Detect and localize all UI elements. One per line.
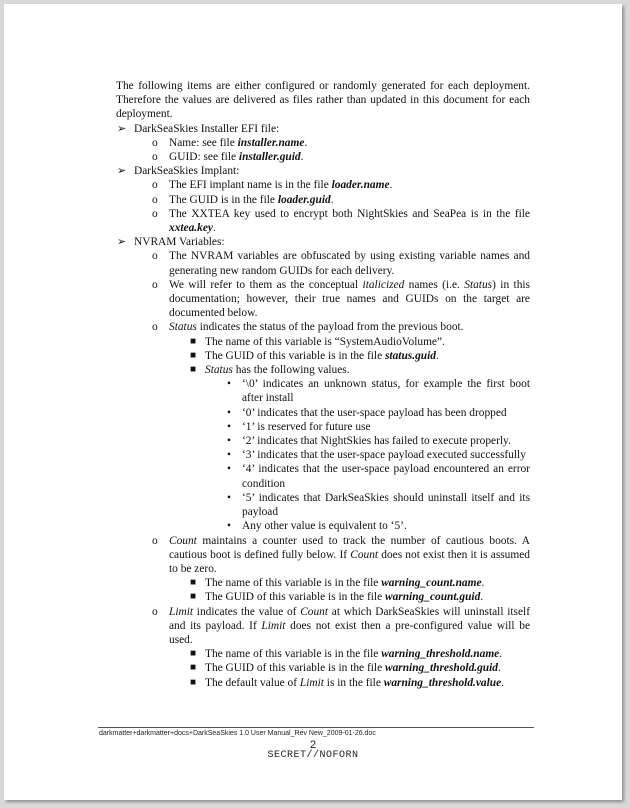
dot-bullet-icon: • [227,463,231,476]
list-item-nvram-conceptual: o We will refer to them as the conceptual italicized names (i.e. Status) in this documentation; however, their true names and GUIDs on the target are documented below. [152,278,530,320]
square-bullet-icon: ■ [190,676,197,688]
list-item-implant-guid: o The GUID is in the file loader.guid. [152,193,334,206]
dot-bullet-icon: • [227,378,231,391]
document-body [116,79,530,690]
filename: warning_count.name [381,577,482,590]
arrow-bullet-icon: ➢ [117,236,127,249]
status-value-item: • ‘4’ indicates that the user-space payload encountered an error condition [227,463,530,490]
dot-bullet-icon: • [227,491,231,504]
circle-bullet-icon: o [152,534,158,547]
circle-bullet-icon: o [152,321,158,334]
document-page [4,4,622,800]
circle-bullet-icon: o [152,151,158,164]
dot-bullet-icon: • [227,406,231,419]
square-bullet-icon: ■ [190,349,197,361]
list-item-status-guid: ■ The GUID of this variable is in the file status.guid. [190,349,439,362]
term-status: Status [169,321,197,334]
implant-heading: DarkSeaSkies Implant: [134,165,240,178]
status-values-list [224,377,530,533]
filename: loader.name [331,179,390,192]
list-item-implant-name: o The EFI implant name is in the file loader.name. [152,179,393,192]
list-item-installer-guid: o GUID: see file installer.guid. [152,151,304,164]
square-bullet-icon: ■ [190,662,197,674]
top-level-list [116,122,530,690]
term-limit: Limit [169,605,194,618]
status-value-item: • ‘1’ is reserved for future use [227,420,371,433]
footer-divider [98,727,534,728]
circle-bullet-icon: o [152,136,158,149]
dot-bullet-icon: • [227,449,231,462]
dot-bullet-icon: • [227,520,231,533]
status-value-item: • ‘5’ indicates that DarkSeaSkies should uninstall itself and its payload [227,491,530,519]
circle-bullet-icon: o [152,193,158,206]
square-bullet-icon: ■ [190,335,197,347]
circle-bullet-icon: o [152,207,158,220]
status-value-item: • ‘0’ indicates that the user-space payload has been dropped [227,406,507,419]
status-value-item: • ‘2’ indicates that NightSkies has failed to execute properly. [227,435,511,448]
square-bullet-icon: ■ [190,364,197,376]
list-item-status-values: ■ Status has the following values. • ‘\0’ indicates an unknown status, for example the first boot after install • ‘0’ indicates that the user-space payload has been dropped • ‘1’ is reserved for future use • ‘2’ indicates that NightSkies has failed to execute properly. • ‘3’ indicates that the user-space payload executed successfully • ‘4’ indicates that the user-space payload encountered an error condition • ‘5’ indicates that DarkSeaSkies should uninstall itself and its payload • Any other value is equivalent to ‘5’. [190,364,530,533]
term-count: Count [169,534,197,547]
circle-bullet-icon: o [152,605,158,618]
status-value-item: • ‘3’ indicates that the user-space payload executed successfully [227,449,526,462]
intro-paragraph: The following items are either configured or randomly generated for each deployment. Therefore the values are delivered as files rather than updated in this document for each deployment. [116,80,530,121]
circle-bullet-icon: o [152,179,158,192]
list-item-status: o Status indicates the status of the payload from the previous boot. ■ The name of this variable is “SystemAudioVolume”. ■ The GUID of this variable is in the file status.guid. ■ Status has the following values. • ‘\0’ indicates an unknown status, for example the first boot after install • ‘0’ indicates that the user-space payload has been dropped • ‘1’ is reserved for future use • ‘2’ indicates that NightSkies has failed to execute properly. • ‘3’ indicates that the user-space payload executed successfully • ‘4’ indicates that the user-space payload encountered an error condition • ‘5’ indicates that DarkSeaSkies should uninstall itself and its payload • Any other value is equivalent to ‘5’. [152,321,530,533]
square-bullet-icon: ■ [190,577,197,589]
installer-heading: DarkSeaSkies Installer EFI file: [134,122,280,135]
arrow-bullet-icon: ➢ [117,122,127,135]
page-number: 2 [309,739,317,751]
status-value-item: • ‘\0’ indicates an unknown status, for example the first boot after install [227,378,530,405]
filename: installer.name [237,136,305,149]
circle-bullet-icon: o [152,278,158,291]
filename: xxtea.key [169,222,213,235]
status-value-item: • Any other value is equivalent to ‘5’. [227,520,407,533]
filename: loader.guid [277,193,331,206]
arrow-bullet-icon: ➢ [117,165,127,178]
filename: warning_threshold.value [383,676,502,689]
dot-bullet-icon: • [227,420,231,433]
filename: installer.guid [238,151,301,164]
filename: status.guid [385,349,436,362]
list-item-implant [116,164,530,235]
classification-marking: SECRET//NOFORN [267,750,359,761]
list-item-limit-default: ■ The default value of Limit is in the file warning_threshold.value. [190,676,505,689]
square-bullet-icon: ■ [190,648,197,660]
list-item-limit-name: ■ The name of this variable is in the file warning_threshold.name. [190,648,503,661]
list-item-installer-name: o Name: see file installer.name. [152,136,308,149]
list-item-limit-guid: ■ The GUID of this variable is in the file warning_threshold.guid. [190,662,501,675]
list-item-count-guid: ■ The GUID of this variable is in the file warning_count.guid. [190,591,484,604]
list-item-installer [116,122,530,165]
list-item-nvram-obfuscation: o The NVRAM variables are obfuscated by using existing variable names and generating new random GUIDs for each delivery. [152,250,530,277]
dot-bullet-icon: • [227,435,231,448]
nvram-heading: NVRAM Variables: [134,236,225,249]
square-bullet-icon: ■ [190,591,197,603]
filename: warning_threshold.guid [385,662,498,675]
list-item-status-name: ■ The name of this variable is “SystemAudioVolume”. [190,335,445,348]
list-item-count: o Count maintains a counter used to track the number of cautious boots. A cautious boot is defined fully below. If Count does not exist then it is assumed to be zero. ■ The name of this variable is in the file warning_count.name. ■ The GUID of this variable is in the file warning_count.guid. [152,534,530,604]
footer-file-path: darkmatter+darkmatter+docs+DarkSeaSkies 1.0 User Manual_Rev New_2009-01-26.doc [99,730,376,737]
list-item-limit: o Limit indicates the value of Count at which DarkSeaSkies will uninstall itself and its payload. If Limit does not exist then a pre-configured value will be used. ■ The name of this variable is in the file warning_threshold.name. ■ The GUID of this variable is in the file warning_threshold.guid. ■ The default value of Limit is in the file warning_threshold.value. [152,605,531,689]
filename: warning_count.guid [385,591,481,604]
filename: warning_threshold.name [381,648,500,661]
list-item-count-name: ■ The name of this variable is in the file warning_count.name. [190,577,485,590]
list-item-implant-key: o The XXTEA key used to encrypt both NightSkies and SeaPea is in the file xxtea.key. [152,207,530,235]
list-item-nvram [116,235,530,690]
circle-bullet-icon: o [152,250,158,263]
